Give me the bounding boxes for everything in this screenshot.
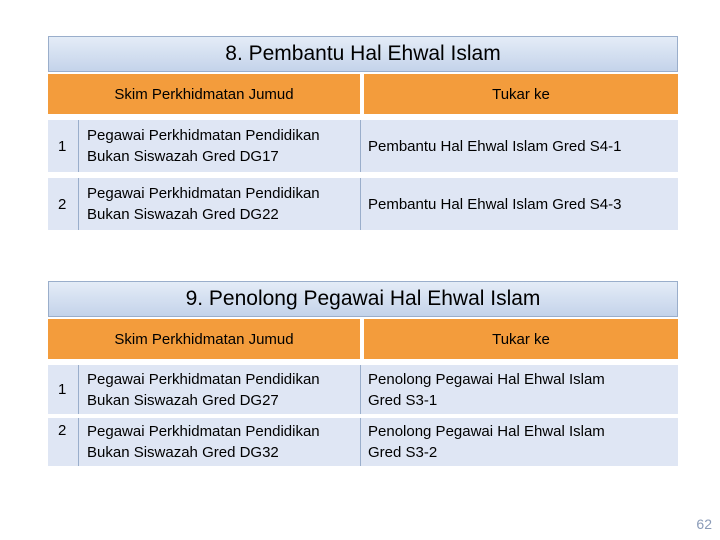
- page-number: 62: [696, 516, 712, 532]
- row-right-line1: Pembantu Hal Ehwal Islam Gred S4-3: [368, 195, 622, 213]
- section1-header-left: Skim Perkhidmatan Jumud: [48, 74, 360, 114]
- section1-title: 8. Pembantu Hal Ehwal Islam: [225, 42, 501, 65]
- row-right-line2: Gred S3-1: [368, 391, 438, 409]
- row-right-cell: [364, 418, 678, 466]
- row-right-line1: Penolong Pegawai Hal Ehwal Islam: [368, 370, 605, 388]
- section2-title: 9. Penolong Pegawai Hal Ehwal Islam: [185, 287, 541, 310]
- section2-header-left: Skim Perkhidmatan Jumud: [48, 319, 360, 359]
- row-number: 1: [48, 120, 78, 172]
- row-left-cell: [78, 120, 360, 172]
- row-right-cell: [364, 365, 678, 414]
- section1-header-row: [48, 74, 678, 114]
- table-row: [48, 120, 678, 172]
- table-row: [48, 418, 678, 466]
- section1-header-right: Tukar ke: [364, 74, 678, 114]
- row-left-line1: Pegawai Perkhidmatan Pendidikan: [87, 127, 320, 144]
- section2-header-right: Tukar ke: [364, 319, 678, 359]
- table-row: [48, 178, 678, 230]
- row-number: 1: [48, 365, 78, 414]
- row-left-cell: [78, 418, 360, 466]
- section2-header-row: [48, 319, 678, 359]
- row-left-line1: Pegawai Perkhidmatan Pendidikan: [87, 370, 320, 388]
- section2-title-banner: [48, 281, 678, 317]
- row-left-cell: [78, 365, 360, 414]
- row-right-cell: [364, 178, 678, 230]
- section1-title-banner: [48, 36, 678, 72]
- row-right-line1: Pembantu Hal Ehwal Islam Gred S4-1: [368, 137, 622, 155]
- table-row: [48, 365, 678, 414]
- row-right-cell: [364, 120, 678, 172]
- row-left-line2: Bukan Siswazah Gred DG32: [87, 444, 279, 461]
- row-left-line2: Bukan Siswazah Gred DG22: [87, 206, 279, 223]
- row-number: 2: [48, 418, 78, 466]
- row-left-line2: Bukan Siswazah Gred DG17: [87, 148, 279, 165]
- row-number: 2: [48, 178, 78, 230]
- row-right-line2: Gred S3-2: [368, 444, 438, 461]
- row-right-line1: Penolong Pegawai Hal Ehwal Islam: [368, 423, 605, 440]
- row-left-line1: Pegawai Perkhidmatan Pendidikan: [87, 185, 320, 202]
- row-left-cell: [78, 178, 360, 230]
- row-left-line2: Bukan Siswazah Gred DG27: [87, 391, 279, 409]
- row-left-line1: Pegawai Perkhidmatan Pendidikan: [87, 423, 320, 440]
